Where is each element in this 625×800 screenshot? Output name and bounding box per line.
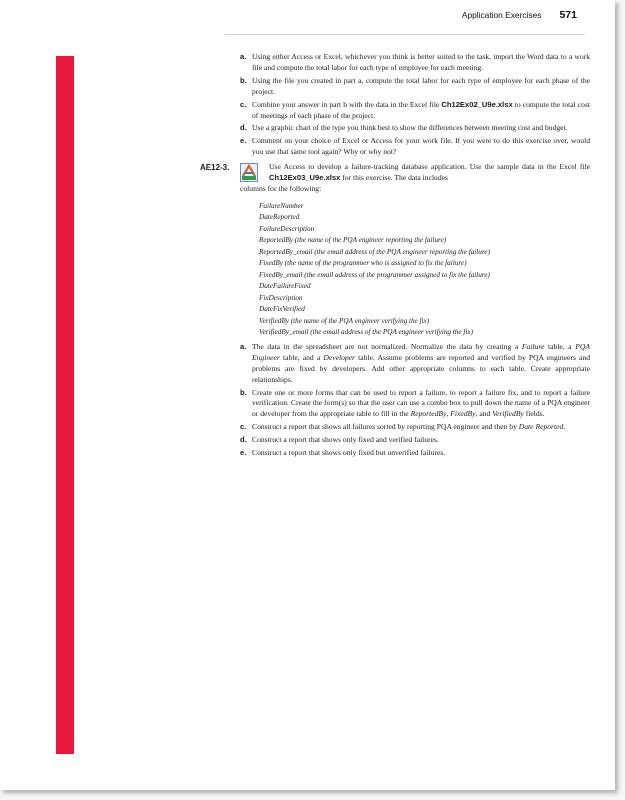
column-entry: FixedBy_email (the email address of the programmer assigned to fix the failure) bbox=[259, 270, 490, 279]
exercise-item-c: c. Construct a report that shows all failures sorted by reporting PQA engineer and then by Date Reported. bbox=[240, 422, 566, 432]
intro-item-d: d. Use a graphic chart of the type you think best to show the differences between meeting cost and budget. bbox=[240, 123, 568, 133]
column-entry: ReportedBy_email (the email address of the PQA engineer reporting the failure) bbox=[259, 247, 491, 256]
excel-file-name: Ch12Ex02_U9e.xlsx bbox=[441, 99, 513, 109]
exercise-item-e: e. Construct a report that shows only fixed but unverified failures. bbox=[240, 448, 446, 458]
column-entry: DateReported bbox=[259, 213, 300, 222]
header-rule bbox=[225, 34, 585, 35]
intro-item-c: c. Combine your answer in part b with the data in the Excel file Ch12Ex02_U9e.xlsx to compute the total cost of meetings of each phase of the project. bbox=[240, 99, 590, 120]
column-entry: FailureNumber bbox=[259, 201, 304, 210]
exercise-item-d: d. Construct a report that shows only fixed and verified failures. bbox=[240, 435, 439, 445]
exercise-label: AE12-3. bbox=[200, 163, 230, 173]
column-list bbox=[259, 201, 590, 339]
exercise-ae12-3: AE12-3. Use Access to develop a failure-tracking database application. Use the sample data in the Excel file Ch12Ex03_U9e.xlsx for this exercise. The data includes columns for the following: FailureNumber DateReported FailureDescription ReportedBy (the name of the PQA engineer reporting the failure) ReportedBy_email (the email address of the PQA engineer reporting the failure) FixedBy (the name of the programmer who is assigned to fix the failure) FixedBy_email (the email address of the programmer assigned to fix the failure) DateFailureFixed FixDescription DateFixVerified VerifiedBy (the name of the PQA engineer verifying the fix) VerifiedBy_email (the email address of the PQA engineer verifying the fix) a. The data in the spreadsheet are not normalized. Normalize the data by creating a Failure table, a PQA Engineer table, and a Developer table. Assume problems are reported and verified by PQA engineers and problems are fixed by developers. Add other appropriate columns to each table. Create appropriate relationships. b. Create one or more forms that can be used to report a failure, to report a failure fix, and to report a failure verification. Create the form(s) so that the user can use a combo box to pull down the name of a PQA engineer or developer from the appropriate table to fill in the ReportedBy, FixedBy, and VerifiedBy fields. c. Construct a report that shows all failures sorted by reporting PQA engineer and then by Date Reported. d. Construct a report that shows only fixed and verified failures. e. Construct a report that shows only fixed but unverified failures. bbox=[200, 162, 590, 458]
page-number: 571 bbox=[559, 9, 577, 21]
column-entry: FixDescription bbox=[259, 293, 303, 302]
column-entry: ReportedBy (the name of the PQA engineer reporting the failure) bbox=[259, 236, 447, 245]
exercise-item-a: a. The data in the spreadsheet are not normalized. Normalize the data by creating a Failure table, a PQA Engineer table, and a Developer table. Assume problems are reported and verified by PQA engineers and problems are fixed by developers. Add other appropriate columns to each table. Create appropriate relationships. bbox=[240, 341, 590, 384]
intro-item-b: b. Using the file you created in part a, compute the total labor for each type of employee for each phase of the project. bbox=[240, 75, 590, 96]
running-header bbox=[462, 9, 577, 31]
intro-item-e: e. Comment on your choice of Excel or Access for your work file. If you were to do this exercise over, would you use that same tool again? Why or why not? bbox=[240, 136, 590, 157]
exercise-items bbox=[240, 342, 590, 459]
column-entry: DateFixVerified bbox=[259, 305, 305, 314]
column-entry: DateFailureFixed bbox=[259, 282, 311, 291]
column-entry: FixedBy (the name of the programmer who is assigned to fix the failure) bbox=[259, 259, 467, 268]
excel-file-name: Ch12Ex03_U9e.xlsx bbox=[269, 173, 341, 183]
red-margin-bar bbox=[56, 56, 74, 754]
intro-item-a: a. Using either Access or Excel, whichever you think is better suited to the task, import the Word data to a work file and compute the total labor for each type of employee for each meeting. bbox=[240, 52, 590, 72]
column-entry: VerifiedBy_email (the email address of the PQA engineer verifying the fix) bbox=[259, 328, 473, 337]
exercise-content bbox=[200, 52, 590, 461]
exercise-item-b: b. Create one or more forms that can be used to report a failure, to report a failure fix, and to report a failure verification. Create the form(s) so that the user can use a combo box to pull down the name of a PQA engineer or developer from the appropriate table to fill in the ReportedBy, FixedBy, and VerifiedBy fields. bbox=[240, 387, 590, 419]
column-entry: VerifiedBy (the name of the PQA engineer verifying the fix) bbox=[259, 316, 430, 325]
column-entry: FailureDescription bbox=[259, 224, 315, 233]
access-app-icon bbox=[240, 163, 258, 182]
running-header-title: Application Exercises bbox=[461, 10, 542, 20]
